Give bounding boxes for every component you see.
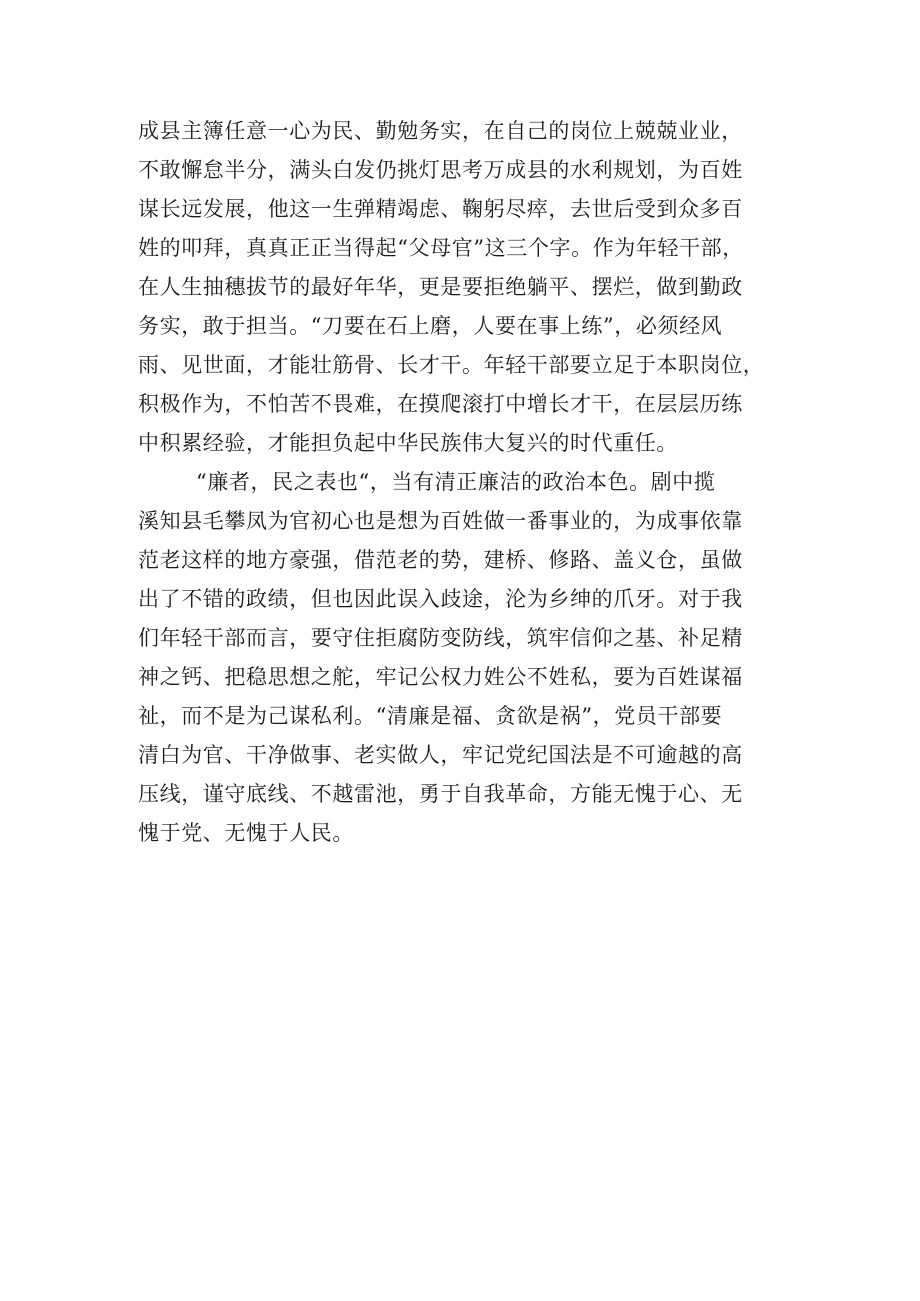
- paragraph-line: 清白为官、干净做事、老实做人，牢记党纪国法是不可逾越的高: [138, 743, 743, 767]
- paragraph-line: 神之钙、把稳思想之舵，牢记公权力姓公不姓私，要为百姓谋福: [138, 665, 743, 689]
- paragraph-line: 姓的叩拜，真真正正当得起“父母官”这三个字。作为年轻干部，: [138, 236, 744, 260]
- paragraph-line: 压线，谨守底线、不越雷池，勇于自我革命，方能无愧于心、无: [138, 782, 743, 806]
- paragraph-line: 中积累经验，才能担负起中华民族伟大复兴的时代重任。: [138, 431, 678, 455]
- paragraph-line: 范老这样的地方豪强，借范老的势，建桥、修路、盖义仓，虽做: [138, 548, 743, 572]
- document-body: [138, 112, 810, 853]
- paragraph-line: 谋长远发展，他这一生弹精竭虑、鞠躬尽瘁，去世后受到众多百: [138, 197, 743, 221]
- paragraph-line: 在人生抽穗拔节的最好年华，更是要拒绝躺平、摆烂，做到勤政: [138, 275, 743, 299]
- paragraph-line: “廉者，民之表也“，当有清正廉洁的政治本色。剧中揽: [196, 470, 716, 494]
- paragraph-line: 务实，敢于担当。“刀要在石上磨，人要在事上练”，必须经风: [138, 314, 723, 338]
- paragraph-line: 积极作为，不怕苦不畏难，在摸爬滚打中增长才干，在层层历练: [138, 392, 743, 416]
- paragraph-1: [138, 112, 810, 463]
- paragraph-line: 出了不错的政绩，但也因此误入歧途，沦为乡绅的爪牙。对于我: [138, 587, 743, 611]
- paragraph-2: [138, 463, 810, 853]
- paragraph-line: 祉，而不是为己谋私利。“清廉是福、贪欲是祸”，党员干部要: [138, 704, 723, 728]
- paragraph-line: 雨、见世面，才能壮筋骨、长才干。年轻干部要立足于本职岗位，: [138, 353, 765, 377]
- paragraph-line: 们年轻干部而言，要守住拒腐防变防线，筑牢信仰之基、补足精: [138, 626, 743, 650]
- paragraph-line: 不敢懈怠半分，满头白发仍挑灯思考万成县的水利规划，为百姓: [138, 158, 743, 182]
- paragraph-line: 成县主簿任意一心为民、勤勉务实，在自己的岗位上兢兢业业，: [138, 119, 743, 143]
- paragraph-line: 愧于党、无愧于人民。: [138, 821, 354, 845]
- paragraph-line: 溪知县毛攀凤为官初心也是想为百姓做一番事业的，为成事依靠: [138, 509, 743, 533]
